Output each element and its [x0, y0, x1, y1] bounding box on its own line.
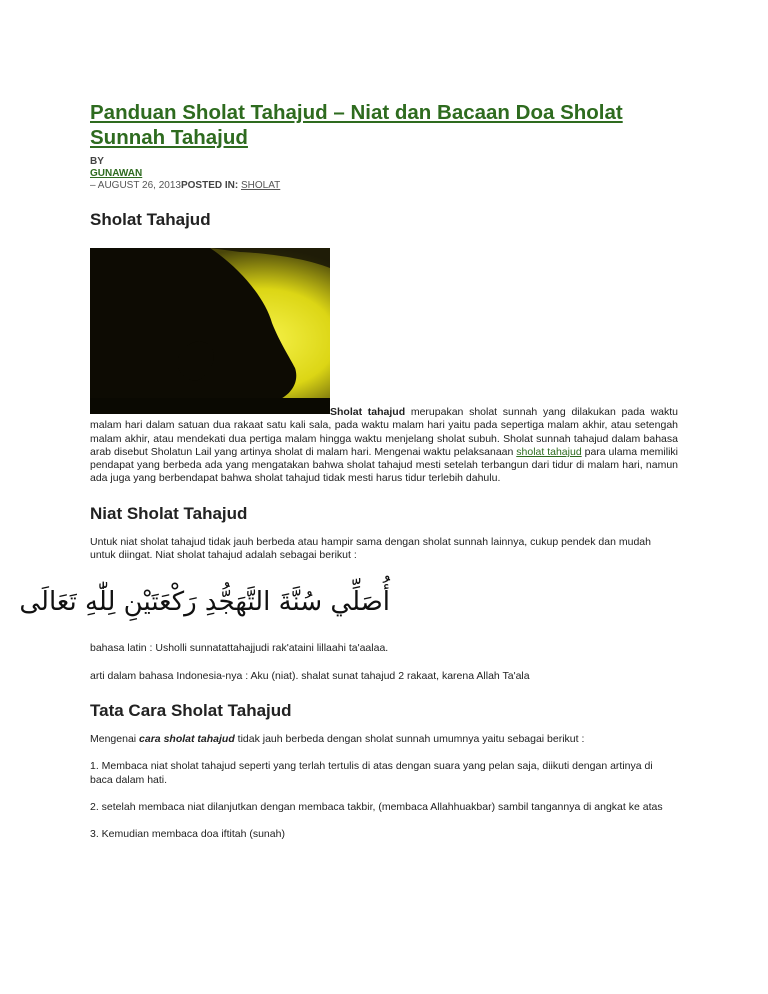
section-heading-tata-cara: Tata Cara Sholat Tahajud — [90, 700, 292, 720]
intro-b: tidak jauh berbeda dengan sholat sunnah umumnya yaitu sebagai berikut : — [234, 732, 585, 745]
article — [19, 100, 679, 841]
prayer-silhouette-image — [90, 248, 330, 414]
intro-a: Mengenai — [90, 732, 140, 745]
niat-meaning: arti dalam bahasa Indonesia-nya : Aku (niat). shalat sunat tahajud 2 rakaat, karena Allah Ta'ala — [90, 669, 530, 682]
sholat-tahajud-link[interactable]: sholat tahajud — [516, 445, 582, 458]
niat-intro: Untuk niat sholat tahajud tidak jauh berbeda atau hampir sama dengan sholat sunnah lainnya, cukup pendek dan mudah untuk diingat. Niat sholat tahajud adalah sebagai berikut : — [90, 535, 651, 562]
arabic-niat-text: أُصَلِّي سُنَّةَ التَّهَجُّدِ رَكْعَتَيْنِ لِلّٰهِ تَعَالَى — [19, 587, 390, 618]
para1-text-a: merupakan sholat sunnah yang dilakukan pada waktu malam hari dalam satuan dua rakaat satu kali sala, pada waktu malam hari yaitu pada sepertiga malam akhir, atau setengah malam akhir, atau mendekati dua pertiga malam hingga waktu menjelang sholat subuh. Sholat sunnah tahajud dalam bahasa arab disebut Sholatun Lail yang artinya sholat di malam hari. Mengenai waktu pelaksanaan — [90, 406, 679, 458]
tata-cara-intro — [90, 733, 678, 746]
step-3: 3. Kemudian membaca doa iftitah (sunah) — [90, 828, 285, 841]
para1-text-b: para ulama memiliki pendapat yang berbeda ada yang mengatakan bahwa sholat tahajud mesti setelah terbangun dari tidur di malam hari, namun ada juga yang berbendapat bahwa sholat tahajud tidak mesti harus tidur terlebih dahulu. — [90, 445, 678, 485]
section-heading-niat: Niat Sholat Tahajud — [90, 503, 248, 523]
meta-date-line — [90, 180, 678, 192]
niat-latin: bahasa latin : Usholli sunnatattahajjudi rak'ataini lillaahi ta'aalaa. — [90, 642, 389, 655]
meta-author[interactable]: GUNAWAN — [90, 168, 143, 179]
post-meta — [90, 156, 678, 192]
step-2: 2. setelah membaca niat dilanjutkan dengan membaca takbir, (membaca Allahhuakbar) sambil tangannya di angkat ke atas — [90, 800, 663, 813]
sholat-tahajud-paragraph — [90, 406, 678, 486]
intro-bold: cara sholat tahajud — [139, 732, 235, 745]
meta-category[interactable]: SHOLAT — [241, 180, 281, 191]
section-heading-sholat-tahajud: Sholat Tahajud — [90, 210, 211, 229]
meta-by: BY — [90, 156, 104, 167]
post-title[interactable]: Panduan Sholat Tahajud – Niat dan Bacaan Doa Sholat Sunnah Tahajud — [90, 101, 623, 149]
step-1: 1. Membaca niat sholat tahajud seperti yang terlah tertulis di atas dengan suara yang pelan saja, diikuti dengan artinya di baca dalam hati. — [90, 760, 653, 786]
lead-bold: Sholat tahajud — [330, 406, 406, 418]
prayer-photo — [90, 248, 330, 414]
meta-posted-in: POSTED IN: — [180, 180, 239, 191]
meta-date: – AUGUST 26, 2013 — [90, 180, 181, 191]
